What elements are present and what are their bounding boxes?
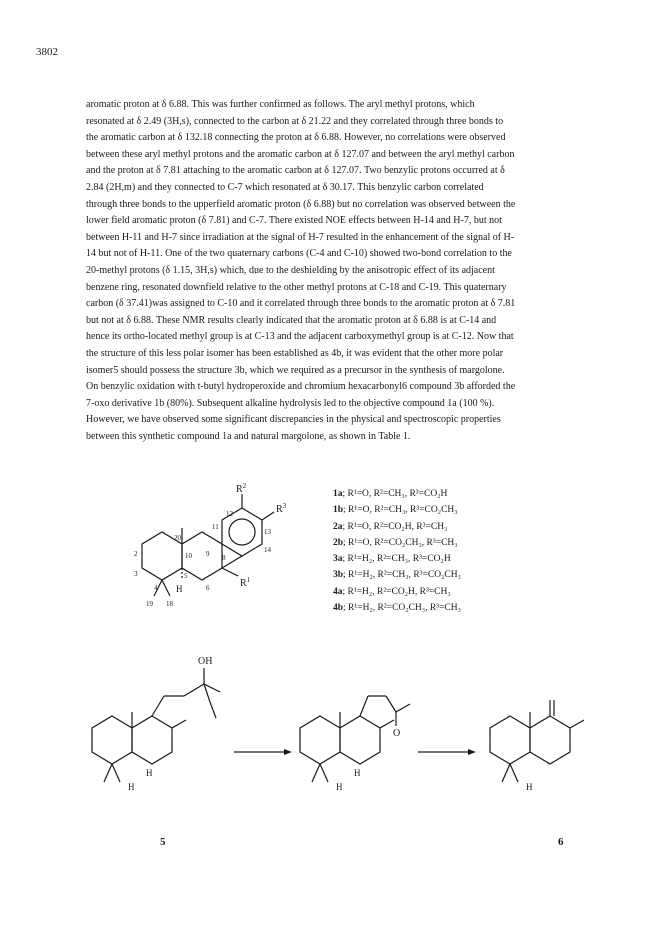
paragraph-line: between these aryl methyl protons and the aromatic carbon at δ 127.07 and between the aryl methyl carbon bbox=[86, 148, 515, 160]
r2-label: $R^2$ bbox=[236, 482, 247, 495]
compound-substituents: ; R¹=H₂, R²=CH₃, R³=CO₂CH₃ bbox=[343, 570, 461, 581]
compound-id: 3a bbox=[333, 554, 343, 565]
atom-number-8: 8 bbox=[222, 554, 226, 562]
compound-entry bbox=[333, 519, 461, 535]
compound-entry bbox=[333, 551, 461, 567]
compound-list bbox=[333, 486, 461, 616]
atom-number-14: 14 bbox=[264, 546, 271, 554]
o-label: O bbox=[393, 728, 401, 739]
paragraph-line: 14 but not of H-11. One of the two quaternary carbons (C-4 and C-10) showed two-bond correlation to the bbox=[86, 248, 512, 260]
paragraph-line: hence its ortho-located methyl group is at C-13 and the adjacent carboxymethyl group is at C-12. Now that bbox=[86, 331, 514, 343]
paragraph-line: However, we have observed some significant discrepancies in the physical and spectroscopic properties bbox=[86, 414, 501, 426]
atom-number-13: 13 bbox=[264, 528, 271, 536]
paragraph-line: aromatic proton at δ 6.88. This was further confirmed as follows. The aryl methyl protons, which bbox=[86, 99, 475, 110]
h-label: H bbox=[146, 768, 153, 778]
h-label: H bbox=[526, 782, 533, 792]
body-paragraph bbox=[86, 97, 606, 445]
atom-number-3: 3 bbox=[134, 570, 138, 578]
oh-label: OH bbox=[198, 656, 213, 667]
compound-substituents: ; R¹=O, R²=CO₂CH₃, R³=CH₃ bbox=[343, 537, 458, 548]
paragraph-line: On benzylic oxidation with t-butyl hydroperoxide and chromium hexacarbonyl6 compound 3b afforded the bbox=[86, 381, 516, 393]
atom-number-18: 18 bbox=[166, 600, 173, 608]
paragraph-line: carbon (δ 37.41)was assigned to C-10 and it correlated through three bonds to the aromatic proton at δ 7.81 bbox=[86, 298, 516, 310]
compound-5-label: 5 bbox=[160, 836, 166, 848]
compound-6-label: 6 bbox=[558, 836, 564, 848]
paragraph-line: but not at δ 6.88. These NMR results clearly indicated that the aromatic proton at δ 6.88 is at C-14 and bbox=[86, 314, 497, 326]
paragraph-line: lower field aromatic proton (δ 7.81) and C-7. There existed NOE effects between H-14 and H-7, but not bbox=[86, 215, 502, 227]
compound-entry bbox=[333, 502, 461, 518]
atom-number-10: 10 bbox=[185, 552, 192, 560]
h-label: H bbox=[336, 782, 343, 792]
compound-substituents: ; R¹=O, R²=CH₃, R³=CO₂H bbox=[342, 489, 448, 499]
r3-label: $R^3$ bbox=[276, 502, 287, 515]
atom-number-12: 12 bbox=[226, 510, 233, 518]
r1-label: $R^1$ bbox=[240, 576, 251, 589]
atom-number-2: 2 bbox=[134, 550, 138, 558]
compound-entry bbox=[333, 584, 461, 600]
paragraph-line: the aromatic carbon at δ 132.18 connecting the proton at δ 6.88. However, no correlations were observed bbox=[86, 132, 506, 144]
compound-id: 3b bbox=[333, 570, 344, 581]
paragraph-line: and the proton at δ 7.81 attaching to the aromatic carbon at δ 127.07. Two benzylic protons occurred at δ bbox=[86, 165, 505, 177]
compound-entry bbox=[333, 600, 461, 616]
h-label: H bbox=[176, 584, 183, 594]
paragraph-line: between H-11 and H-7 since irradiation at the signal of H-7 resulted in the enhancement of the signal of H- bbox=[86, 231, 515, 243]
paragraph-line: 20-methyl protons (δ 1.15, 3H,s) which, due to the deshielding by the anisotropic effect of its adjacent bbox=[86, 264, 495, 276]
paragraph-line: 7-oxo derivative 1b (80%). Subsequent alkaline hydrolysis led to the objective compound 1a (100 %). bbox=[86, 397, 495, 409]
atom-number-5: 5 bbox=[184, 572, 188, 580]
compound-id: 4a bbox=[333, 586, 343, 597]
atom-number-9: 9 bbox=[206, 550, 210, 558]
paragraph-line: through three bonds to the upperfield aromatic proton (δ 6.88) but no correlation was observed between the bbox=[86, 198, 516, 210]
page-number: 3802 bbox=[36, 46, 58, 58]
compound-id: 1b bbox=[333, 505, 344, 516]
paragraph-line: resonated at δ 2.49 (3H,s), connected to the carbon at δ 21.22 and they correlated through three bonds to bbox=[86, 115, 504, 127]
paragraph-line: the structure of this less polar isomer has been established as 4b, it was evident that the other more polar bbox=[86, 347, 504, 359]
atom-number-19: 19 bbox=[146, 600, 153, 608]
h-label: H bbox=[128, 782, 135, 792]
paragraph-line: between this synthetic compound 1a and natural margolone, as shown in Table 1. bbox=[86, 430, 411, 442]
compound-entry bbox=[333, 486, 461, 502]
compound-entry bbox=[333, 567, 461, 583]
compound-id: 2b bbox=[333, 537, 344, 548]
paragraph-line: 2.84 (2H,m) and they connected to C-7 which resonated at δ 30.17. This benzylic carbon correlated bbox=[86, 181, 484, 193]
compound-entry bbox=[333, 535, 461, 551]
compound-id: 1a bbox=[333, 489, 343, 499]
compound-substituents: ; R¹=O, R²=CH₃, R³=CO₂CH₃ bbox=[343, 505, 458, 516]
paragraph-line: benzene ring, resonated downfield relative to the other methyl protons at C-18 and C-19. This quaternary bbox=[86, 281, 507, 293]
h-label: H bbox=[354, 768, 361, 778]
compound-substituents: ; R¹=H₂, R²=CH₃, R³=CO₂H bbox=[342, 554, 451, 565]
atom-number-4: 4 bbox=[154, 584, 158, 592]
atom-number-20: 20 bbox=[174, 534, 181, 542]
atom-number-11: 11 bbox=[212, 523, 219, 531]
compound-substituents: ; R¹=O, R²=CO₂H, R³=CH₃ bbox=[342, 521, 448, 532]
atom-number-6: 6 bbox=[206, 584, 210, 592]
compound-substituents: ; R¹=H₂, R²=CO₂CH₃, R³=CH₃ bbox=[343, 603, 461, 614]
compound-id: 4b bbox=[333, 603, 344, 614]
compound-id: 2a bbox=[333, 521, 343, 532]
paragraph-line: isomer5 should possess the structure 3b, which we required as a precursor in the synthesis of margolone. bbox=[86, 364, 505, 376]
compound-substituents: ; R¹=H₂, R²=CO₂H, R³=CH₃ bbox=[342, 586, 451, 597]
